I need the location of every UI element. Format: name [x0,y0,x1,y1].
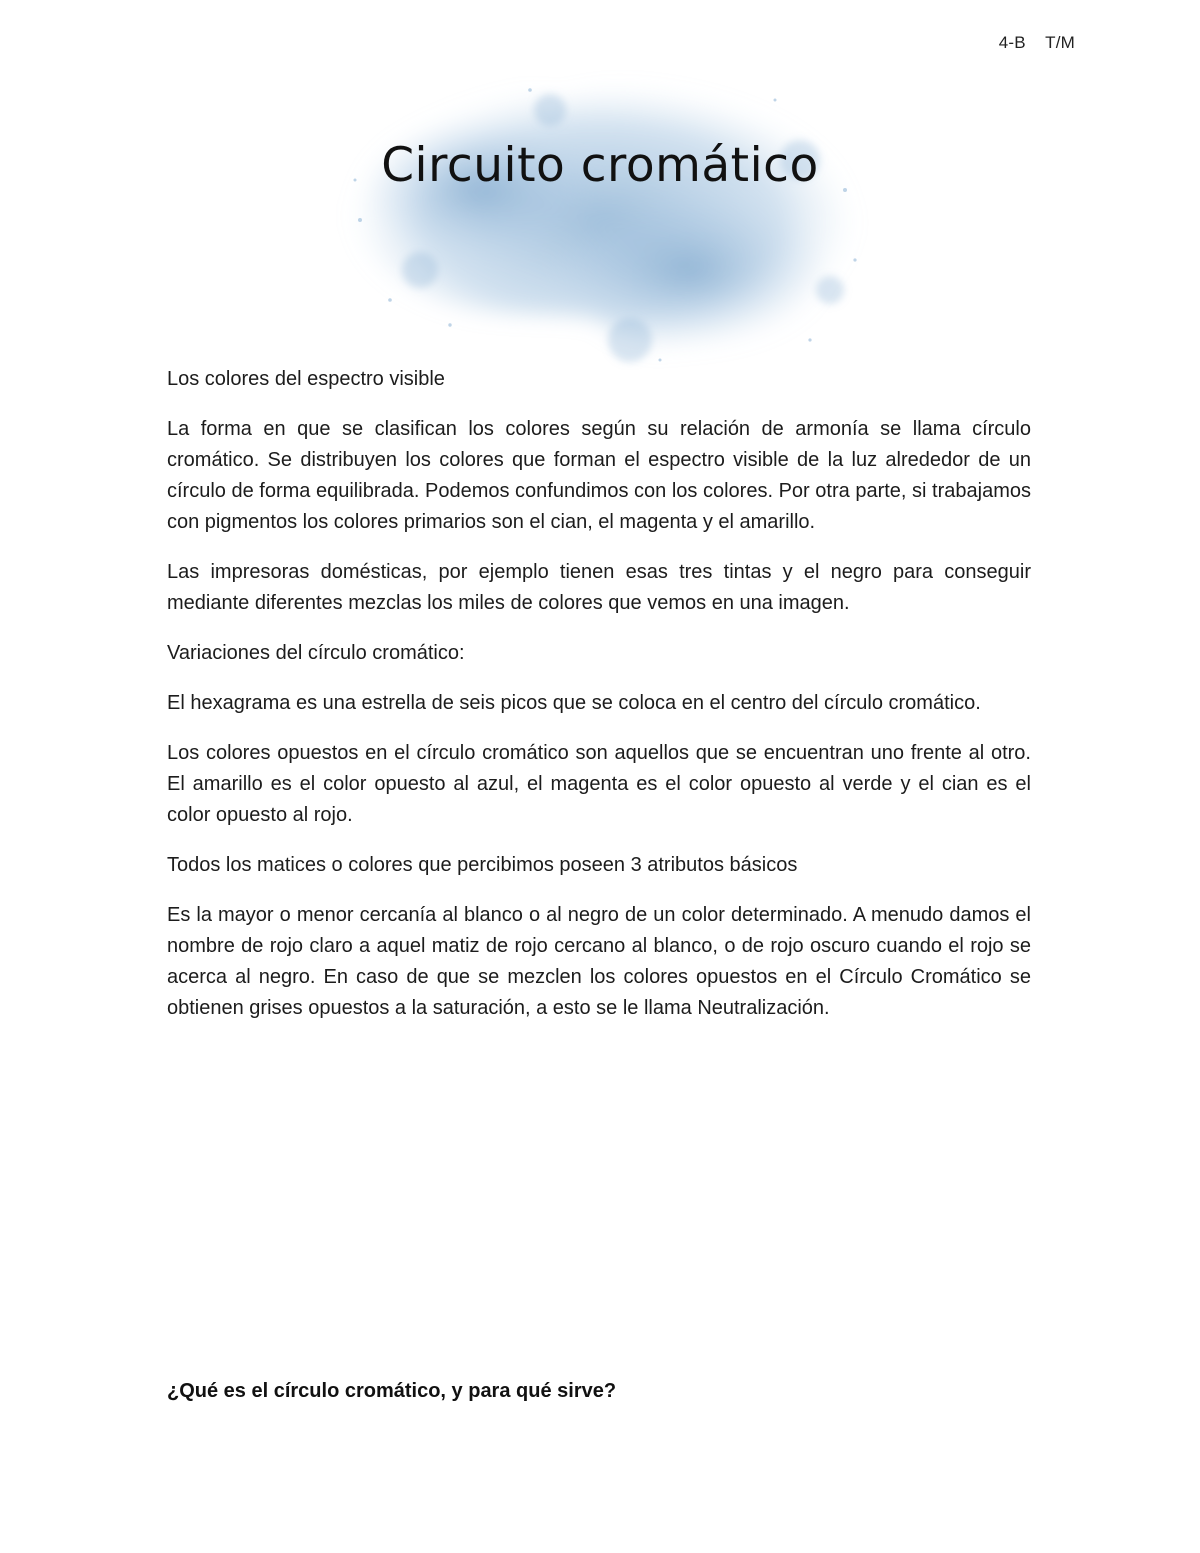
title-block [330,70,870,370]
watercolor-splash [330,70,870,370]
question-heading: ¿Qué es el círculo cromático, y para qué sirve? [167,1380,617,1402]
document-body [167,364,1031,1043]
paragraph-attributes: Todos los matices o colores que percibimos poseen 3 atributos básicos [167,854,798,876]
paragraph-printers: Las impresoras domésticas, por ejemplo tienen esas tres tintas y el negro para conseguir mediante diferentes mezclas los miles de colores que vemos en una imagen. [167,561,1031,614]
paragraph-neutralization: Es la mayor o menor cercanía al blanco o al negro de un color determinado. A menudo damos el nombre de rojo claro a aquel matiz de rojo cercano al blanco, o de rojo oscuro cuando el rojo se acerca al negro. En caso de que se mezclen los colores opuestos en el Círculo Cromático se obtienen grises opuestos a la saturación, a esto se le llama Neutralización. [167,904,1031,1019]
paragraph-hexagram: El hexagrama es una estrella de seis picos que se coloca en el centro del círculo cromático. [167,692,981,714]
paragraph-variations: Variaciones del círculo cromático: [167,642,465,664]
page-title: Circuito cromático [381,138,819,193]
paragraph-intro: Los colores del espectro visible [167,368,445,390]
header-code: 4-B T/M [998,33,1075,52]
paragraph-definition: La forma en que se clasifican los colores según su relación de armonía se llama círculo cromático. Se distribuyen los colores que forman el espectro visible de la luz alrededor de un círculo de forma equilibrada. Podemos confundimos con los colores. Por otra parte, si trabajamos con pigmentos los colores primarios son el cian, el magenta y el amarillo. [167,418,1031,533]
paragraph-opposites: Los colores opuestos en el círculo cromático son aquellos que se encuentran uno frente al otro. El amarillo es el color opuesto al azul, el magenta es el color opuesto al verde y el cian es el color opuesto al rojo. [167,742,1031,826]
